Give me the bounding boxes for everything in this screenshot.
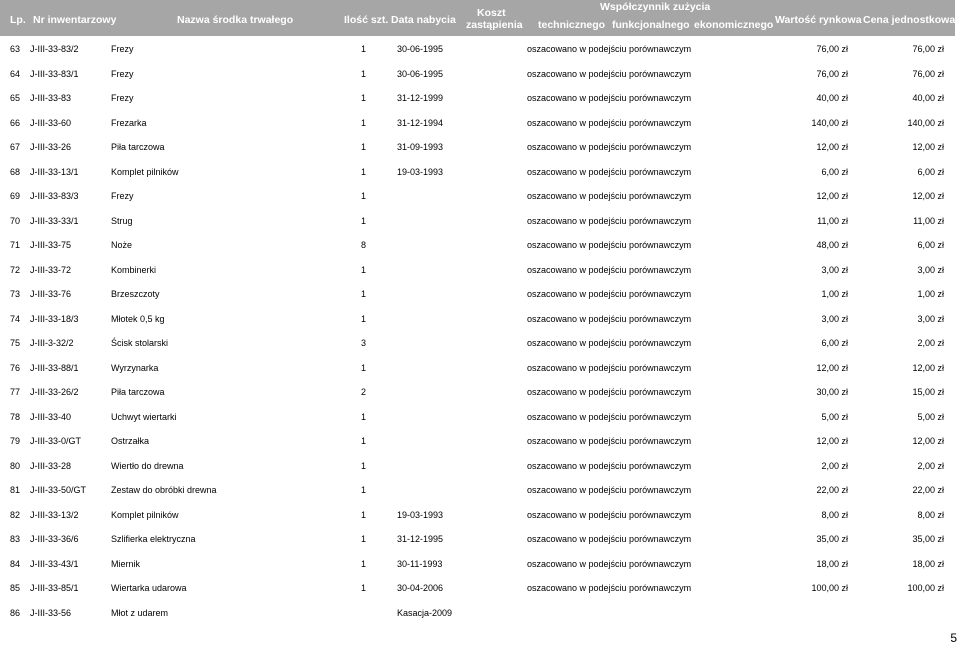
acquisition-date: 30-06-1995 — [397, 44, 444, 54]
row-number: 73 — [10, 289, 21, 299]
market-value: 30,00 zł — [816, 387, 848, 397]
inventory-number: J-III-33-83/3 — [30, 191, 79, 201]
wear-note: oszacowano w podejściu porównawczym — [527, 166, 692, 177]
table-row — [0, 454, 955, 479]
quantity: 1 — [361, 166, 367, 177]
asset-name: Wiertarka udarowa — [111, 583, 187, 593]
header-acquisition-date: Data nabycia — [391, 14, 456, 26]
row-number: 65 — [10, 93, 21, 103]
inventory-number: J-III-33-18/3 — [30, 313, 79, 324]
header-replacement-cost-line1: Koszt — [477, 7, 506, 19]
header-wear-coefficient: Współczynnik zużycia — [600, 1, 711, 13]
wear-note: oszacowano w podejściu porównawczym — [527, 93, 692, 103]
asset-name: Uchwyt wiertarki — [111, 411, 177, 422]
header-technical: technicznego — [538, 19, 606, 31]
quantity: 1 — [361, 313, 367, 324]
unit-price: 5,00 zł — [917, 411, 944, 422]
quantity: 1 — [361, 509, 367, 520]
wear-note: oszacowano w podejściu porównawczym — [527, 117, 692, 128]
header-asset-name: Nazwa środka trwałego — [177, 14, 294, 26]
asset-name: Kombinerki — [111, 264, 157, 275]
inventory-number: J-III-33-36/6 — [30, 534, 79, 544]
inventory-number: J-III-3-32/2 — [30, 338, 74, 348]
quantity: 1 — [361, 264, 367, 275]
market-value: 6,00 zł — [821, 338, 848, 348]
market-value: 1,00 zł — [821, 289, 848, 299]
header-inventory-number: Nr inwentarzowy — [33, 14, 117, 26]
inventory-number: J-III-33-13/1 — [30, 166, 79, 177]
asset-name: Frezarka — [111, 117, 147, 128]
wear-note: oszacowano w podejściu porównawczym — [527, 362, 692, 373]
market-value: 35,00 zł — [816, 534, 848, 544]
acquisition-date: 31-12-1995 — [397, 534, 444, 544]
unit-price: 22,00 zł — [912, 485, 944, 495]
wear-note: oszacowano w podejściu porównawczym — [527, 142, 692, 152]
wear-note: oszacowano w podejściu porównawczym — [527, 558, 692, 569]
wear-note: oszacowano w podejściu porównawczym — [527, 289, 692, 299]
asset-name: Wiertło do drewna — [111, 460, 184, 471]
row-number: 86 — [10, 607, 21, 618]
unit-price: 6,00 zł — [917, 166, 944, 177]
row-number: 66 — [10, 117, 21, 128]
header-market-value: Wartość rynkowa — [775, 14, 862, 26]
quantity: 1 — [361, 436, 367, 446]
market-value: 12,00 zł — [816, 142, 848, 152]
asset-name: Komplet pilników — [111, 509, 179, 520]
table-row — [0, 209, 955, 234]
wear-note: oszacowano w podejściu porównawczym — [527, 191, 692, 201]
acquisition-date: Kasacja-2009 — [397, 607, 453, 618]
row-number: 82 — [10, 509, 21, 520]
quantity: 1 — [361, 93, 367, 103]
row-number: 72 — [10, 264, 21, 275]
unit-price: 8,00 zł — [917, 509, 944, 520]
unit-price: 2,00 zł — [917, 460, 944, 471]
table-row — [0, 380, 955, 405]
wear-note: oszacowano w podejściu porównawczym — [527, 215, 692, 226]
market-value: 12,00 zł — [816, 362, 848, 373]
quantity: 1 — [361, 362, 367, 373]
table-row — [0, 184, 955, 209]
header-economic: ekonomicznego — [694, 19, 774, 31]
wear-note: oszacowano w podejściu porównawczym — [527, 313, 692, 324]
table-row — [0, 282, 955, 307]
unit-price: 3,00 zł — [917, 264, 944, 275]
wear-note: oszacowano w podejściu porównawczym — [527, 387, 692, 397]
inventory-number: J-III-33-0/GT — [30, 436, 82, 446]
row-number: 81 — [10, 485, 21, 495]
inventory-number: J-III-33-40 — [30, 411, 72, 422]
asset-name: Strug — [111, 215, 133, 226]
acquisition-date: 31-09-1993 — [397, 142, 444, 152]
inventory-number: J-III-33-50/GT — [30, 485, 87, 495]
quantity: 1 — [361, 558, 367, 569]
table-row — [0, 429, 955, 454]
unit-price: 12,00 zł — [912, 436, 944, 446]
market-value: 76,00 zł — [816, 44, 848, 54]
inventory-number: J-III-33-26 — [30, 142, 72, 152]
header-unit-price: Cena jednostkowa — [863, 14, 956, 26]
market-value: 76,00 zł — [816, 68, 848, 79]
quantity: 1 — [361, 117, 367, 128]
table-row — [0, 258, 955, 283]
table-row — [0, 37, 955, 62]
unit-price: 2,00 zł — [917, 338, 944, 348]
inventory-number: J-III-33-56 — [30, 607, 72, 618]
unit-price: 1,00 zł — [917, 289, 944, 299]
unit-price: 11,00 zł — [913, 215, 944, 226]
row-number: 83 — [10, 534, 21, 544]
market-value: 2,00 zł — [821, 460, 848, 471]
acquisition-date: 30-04-2006 — [397, 583, 444, 593]
asset-name: Noże — [111, 240, 133, 250]
page-number: 5 — [950, 631, 957, 645]
row-number: 70 — [10, 215, 21, 226]
quantity: 1 — [361, 289, 367, 299]
table-row — [0, 160, 955, 185]
inventory-number: J-III-33-13/2 — [30, 509, 79, 520]
market-value: 12,00 zł — [816, 436, 848, 446]
unit-price: 15,00 zł — [912, 387, 944, 397]
header-quantity: Ilość szt. — [344, 14, 389, 26]
quantity: 1 — [361, 411, 367, 422]
row-number: 68 — [10, 166, 21, 177]
table-row — [0, 331, 955, 356]
market-value: 11,00 zł — [817, 215, 848, 226]
asset-name: Szlifierka elektryczna — [111, 534, 196, 544]
market-value: 12,00 zł — [816, 191, 848, 201]
table-row — [0, 405, 955, 430]
row-number: 76 — [10, 362, 21, 373]
table-row — [0, 527, 955, 552]
table-body — [0, 37, 955, 625]
market-value: 140,00 zł — [811, 117, 848, 128]
asset-name: Ścisk stolarski — [111, 338, 169, 348]
asset-name: Frezy — [111, 44, 134, 54]
table-row — [0, 552, 955, 577]
wear-note: oszacowano w podejściu porównawczym — [527, 534, 692, 544]
inventory-number: J-III-33-83/1 — [30, 68, 79, 79]
header-replacement-cost-line2: zastąpienia — [466, 19, 523, 31]
table-row — [0, 135, 955, 160]
market-value: 3,00 zł — [821, 313, 848, 324]
quantity: 1 — [361, 191, 367, 201]
acquisition-date: 31-12-1994 — [397, 117, 444, 128]
row-number: 85 — [10, 583, 21, 593]
asset-name: Miernik — [111, 558, 141, 569]
row-number: 67 — [10, 142, 21, 152]
table-row — [0, 576, 955, 601]
unit-price: 76,00 zł — [912, 44, 944, 54]
market-value: 5,00 zł — [821, 411, 848, 422]
table-row — [0, 86, 955, 111]
table-header — [0, 0, 955, 36]
row-number: 77 — [10, 387, 21, 397]
wear-note: oszacowano w podejściu porównawczym — [527, 68, 692, 79]
row-number: 79 — [10, 436, 21, 446]
wear-note: oszacowano w podejściu porównawczym — [527, 460, 692, 471]
unit-price: 12,00 zł — [912, 142, 944, 152]
header-functional: funkcjonalnego — [612, 19, 690, 31]
row-number: 75 — [10, 338, 21, 348]
inventory-number: J-III-33-72 — [30, 264, 72, 275]
row-number: 80 — [10, 460, 21, 471]
acquisition-date: 31-12-1999 — [397, 93, 444, 103]
asset-name: Młot z udarem — [111, 607, 169, 618]
market-value: 100,00 zł — [811, 583, 848, 593]
unit-price: 100,00 zł — [907, 583, 944, 593]
quantity: 3 — [361, 338, 367, 348]
asset-name: Ostrzałka — [111, 436, 150, 446]
asset-name: Frezy — [111, 93, 134, 103]
asset-name: Frezy — [111, 68, 134, 79]
table-row — [0, 503, 955, 528]
asset-name: Zestaw do obróbki drewna — [111, 485, 217, 495]
unit-price: 12,00 zł — [912, 191, 944, 201]
acquisition-date: 30-11-1993 — [397, 558, 443, 569]
unit-price: 12,00 zł — [912, 362, 944, 373]
table-row — [0, 356, 955, 381]
wear-note: oszacowano w podejściu porównawczym — [527, 509, 692, 520]
row-number: 63 — [10, 44, 21, 54]
quantity: 1 — [361, 583, 367, 593]
quantity: 1 — [361, 485, 367, 495]
quantity: 1 — [361, 460, 367, 471]
inventory-number: J-III-33-33/1 — [30, 215, 79, 226]
wear-note: oszacowano w podejściu porównawczym — [527, 264, 692, 275]
table-row — [0, 307, 955, 332]
quantity: 2 — [361, 387, 367, 397]
inventory-number: J-III-33-76 — [30, 289, 72, 299]
quantity: 1 — [361, 215, 367, 226]
unit-price: 140,00 zł — [907, 117, 944, 128]
header-lp: Lp. — [10, 14, 26, 26]
inventory-number: J-III-33-83/2 — [30, 44, 79, 54]
market-value: 3,00 zł — [821, 264, 848, 275]
wear-note: oszacowano w podejściu porównawczym — [527, 485, 692, 495]
inventory-number: J-III-33-28 — [30, 460, 72, 471]
wear-note: oszacowano w podejściu porównawczym — [527, 338, 692, 348]
quantity: 1 — [361, 142, 367, 152]
row-number: 69 — [10, 191, 21, 201]
inventory-number: J-III-33-85/1 — [30, 583, 79, 593]
row-number: 84 — [10, 558, 21, 569]
inventory-number: J-III-33-75 — [30, 240, 72, 250]
row-number: 71 — [10, 240, 21, 250]
table-row — [0, 601, 955, 626]
wear-note: oszacowano w podejściu porównawczym — [527, 240, 692, 250]
asset-name: Komplet pilników — [111, 166, 179, 177]
market-value: 18,00 zł — [816, 558, 848, 569]
unit-price: 76,00 zł — [912, 68, 944, 79]
acquisition-date: 30-06-1995 — [397, 68, 444, 79]
unit-price: 40,00 zł — [912, 93, 944, 103]
table-row — [0, 478, 955, 503]
market-value: 22,00 zł — [816, 485, 848, 495]
inventory-number: J-III-33-43/1 — [30, 558, 79, 569]
inventory-number: J-III-33-83 — [30, 93, 72, 103]
table-row — [0, 111, 955, 136]
asset-name: Młotek 0,5 kg — [111, 313, 165, 324]
table-row — [0, 233, 955, 258]
unit-price: 6,00 zł — [917, 240, 944, 250]
row-number: 78 — [10, 411, 21, 422]
acquisition-date: 19-03-1993 — [397, 166, 444, 177]
unit-price: 3,00 zł — [917, 313, 944, 324]
market-value: 40,00 zł — [816, 93, 848, 103]
row-number: 64 — [10, 68, 21, 79]
asset-name: Frezy — [111, 191, 134, 201]
acquisition-date: 19-03-1993 — [397, 509, 444, 520]
unit-price: 18,00 zł — [912, 558, 944, 569]
market-value: 8,00 zł — [821, 509, 848, 520]
quantity: 1 — [361, 44, 367, 54]
asset-name: Piła tarczowa — [111, 387, 165, 397]
wear-note: oszacowano w podejściu porównawczym — [527, 411, 692, 422]
wear-note: oszacowano w podejściu porównawczym — [527, 436, 692, 446]
quantity: 1 — [361, 68, 367, 79]
inventory-number: J-III-33-88/1 — [30, 362, 79, 373]
inventory-number: J-III-33-26/2 — [30, 387, 79, 397]
unit-price: 35,00 zł — [912, 534, 944, 544]
table-row — [0, 62, 955, 87]
market-value: 48,00 zł — [816, 240, 848, 250]
row-number: 74 — [10, 313, 21, 324]
wear-note: oszacowano w podejściu porównawczym — [527, 583, 692, 593]
quantity: 1 — [361, 534, 367, 544]
market-value: 6,00 zł — [821, 166, 848, 177]
inventory-number: J-III-33-60 — [30, 117, 72, 128]
quantity: 8 — [361, 240, 367, 250]
wear-note: oszacowano w podejściu porównawczym — [527, 44, 692, 54]
asset-name: Brzeszczoty — [111, 289, 160, 299]
asset-name: Piła tarczowa — [111, 142, 165, 152]
asset-name: Wyrzynarka — [111, 362, 159, 373]
